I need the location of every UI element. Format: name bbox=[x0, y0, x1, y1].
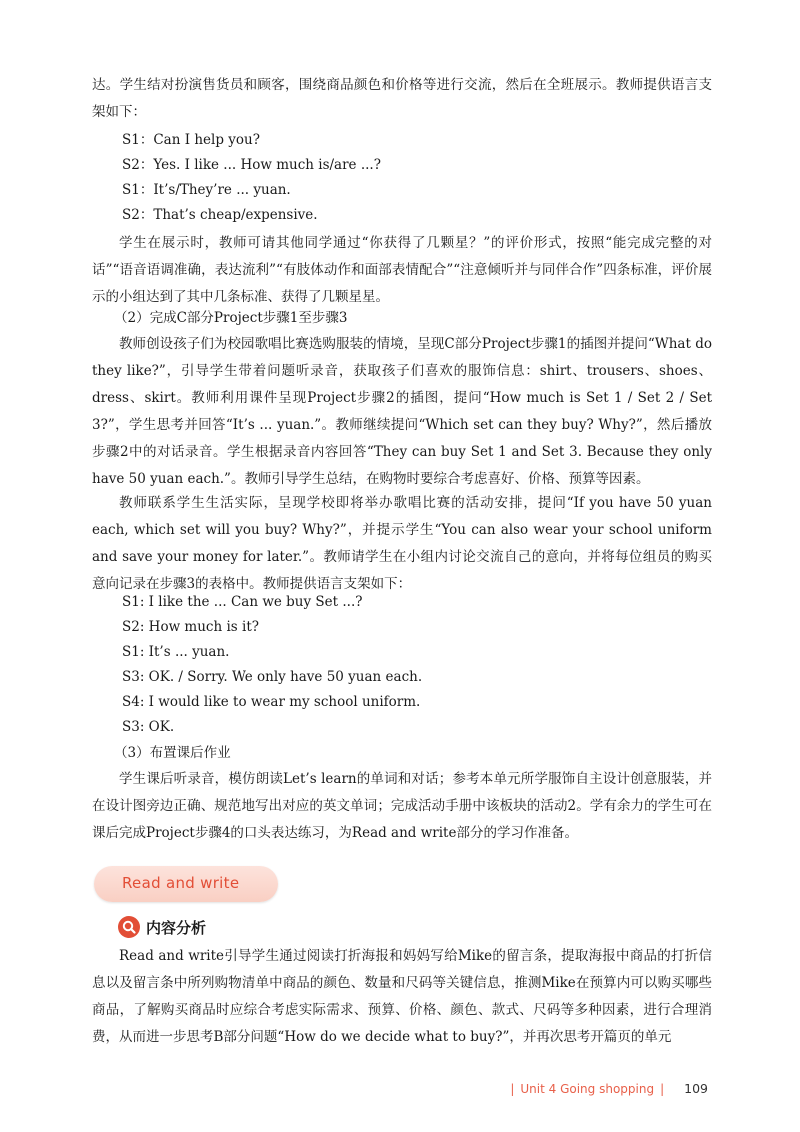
read-and-write-banner bbox=[94, 866, 278, 902]
footer-unit: Unit 4 Going shopping bbox=[520, 1081, 655, 1096]
dialogue-a-line-3: S1：It’s/They’re ... yuan. bbox=[122, 182, 291, 198]
footer-divider: | bbox=[510, 1081, 515, 1096]
dialogue-b-line-5: S4: I would like to wear my school uniform. bbox=[122, 694, 421, 710]
step2-heading: （2）完成C部分Project步骤1至步骤3 bbox=[114, 310, 348, 326]
dialogue-a-line-4: S2：That’s cheap/expensive. bbox=[122, 207, 318, 223]
page-number: 109 bbox=[684, 1081, 708, 1096]
evaluation-paragraph: 学生在展示时，教师可请其他同学通过“你获得了几颗星？”的评价形式，按照“能完成完整的对话”“语音语调准确，表达流利”“有肢体动作和面部表情配合”“注意倾听并与同伴合作”四条标准，评价展示的小组达到了其中几条标准、获得了几颗星星。 bbox=[92, 235, 712, 305]
project-paragraph-2: 教师联系学生生活实际，呈现学校即将举办歌唱比赛的活动安排，提问“If you have 50 yuan each, which set will you buy? Why?”，并提示学生“You can also wear your school uniform and save your money for later.”。教师请学生在小组内讨论交流自己的意向，并将每位组员的购买意向记录在步骤3的表格中。教师提供语言支架如下： bbox=[92, 495, 712, 592]
search-icon bbox=[118, 916, 140, 938]
dialogue-b-line-2: S2: How much is it? bbox=[122, 619, 259, 635]
dialogue-b-line-1: S1: I like the ... Can we buy Set ...? bbox=[122, 594, 363, 610]
section-title: 内容分析 bbox=[146, 918, 207, 937]
project-paragraph-1: 教师创设孩子们为校园歌唱比赛选购服装的情境，呈现C部分Project步骤1的插图并提问“What do they like?”，引导学生带着问题听录音，获取孩子们喜欢的服饰信息：shirt、trousers、shoes、dress、skirt。教师利用课件呈现Project步骤2的插图，提问“How much is Set 1 / Set 2 / Set 3?”，学生思考并回答“It’s ... yuan.”。教师继续提问“Which set can they buy? Why?”，然后播放步骤2中的对话录音。学生根据录音内容回答“They can buy Set 1 and Set 3. Because they only have 50 yuan each.”。教师引导学生总结，在购物时要综合考虑喜好、价格、预算等因素。 bbox=[92, 336, 712, 487]
banner-label: Read and write bbox=[122, 874, 240, 892]
footer-divider: | bbox=[660, 1081, 665, 1096]
dialogue-a-line-2: S2：Yes. I like ... How much is/are ...? bbox=[122, 157, 381, 173]
section-heading bbox=[118, 916, 206, 938]
top-paragraph: 达。学生结对扮演售货员和顾客，围绕商品颜色和价格等进行交流，然后在全班展示。教师提供语言支架如下： bbox=[92, 77, 712, 120]
dialogue-a-line-1: S1：Can I help you? bbox=[122, 132, 260, 148]
analysis-paragraph: Read and write引导学生通过阅读打折海报和妈妈写给Mike的留言条，提取海报中商品的打折信息以及留言条中所列购物清单中商品的颜色、数量和尺码等关键信息，推测Mike在预算内可以购买哪些商品，了解购买商品时应综合考虑实际需求、预算、价格、颜色、款式、尺码等多种因素，进行合理消费，从而进一步思考B部分问题“How do we decide what to buy?”，并再次思考开篇页的单元 bbox=[92, 948, 712, 1045]
homework-paragraph: 学生课后听录音，模仿朗读Let’s learn的单词和对话；参考本单元所学服饰自主设计创意服装，并在设计图旁边正确、规范地写出对应的英文单词；完成活动手册中该板块的活动2。学有余力的学生可在课后完成Project步骤4的口头表达练习，为Read and write部分的学习作准备。 bbox=[92, 771, 712, 841]
dialogue-b-line-4: S3: OK. / Sorry. We only have 50 yuan each. bbox=[122, 669, 423, 685]
step3-heading: （3）布置课后作业 bbox=[114, 745, 231, 761]
page-footer bbox=[504, 1081, 708, 1096]
dialogue-b-line-6: S3: OK. bbox=[122, 719, 175, 735]
dialogue-b-line-3: S1: It’s ... yuan. bbox=[122, 644, 230, 660]
